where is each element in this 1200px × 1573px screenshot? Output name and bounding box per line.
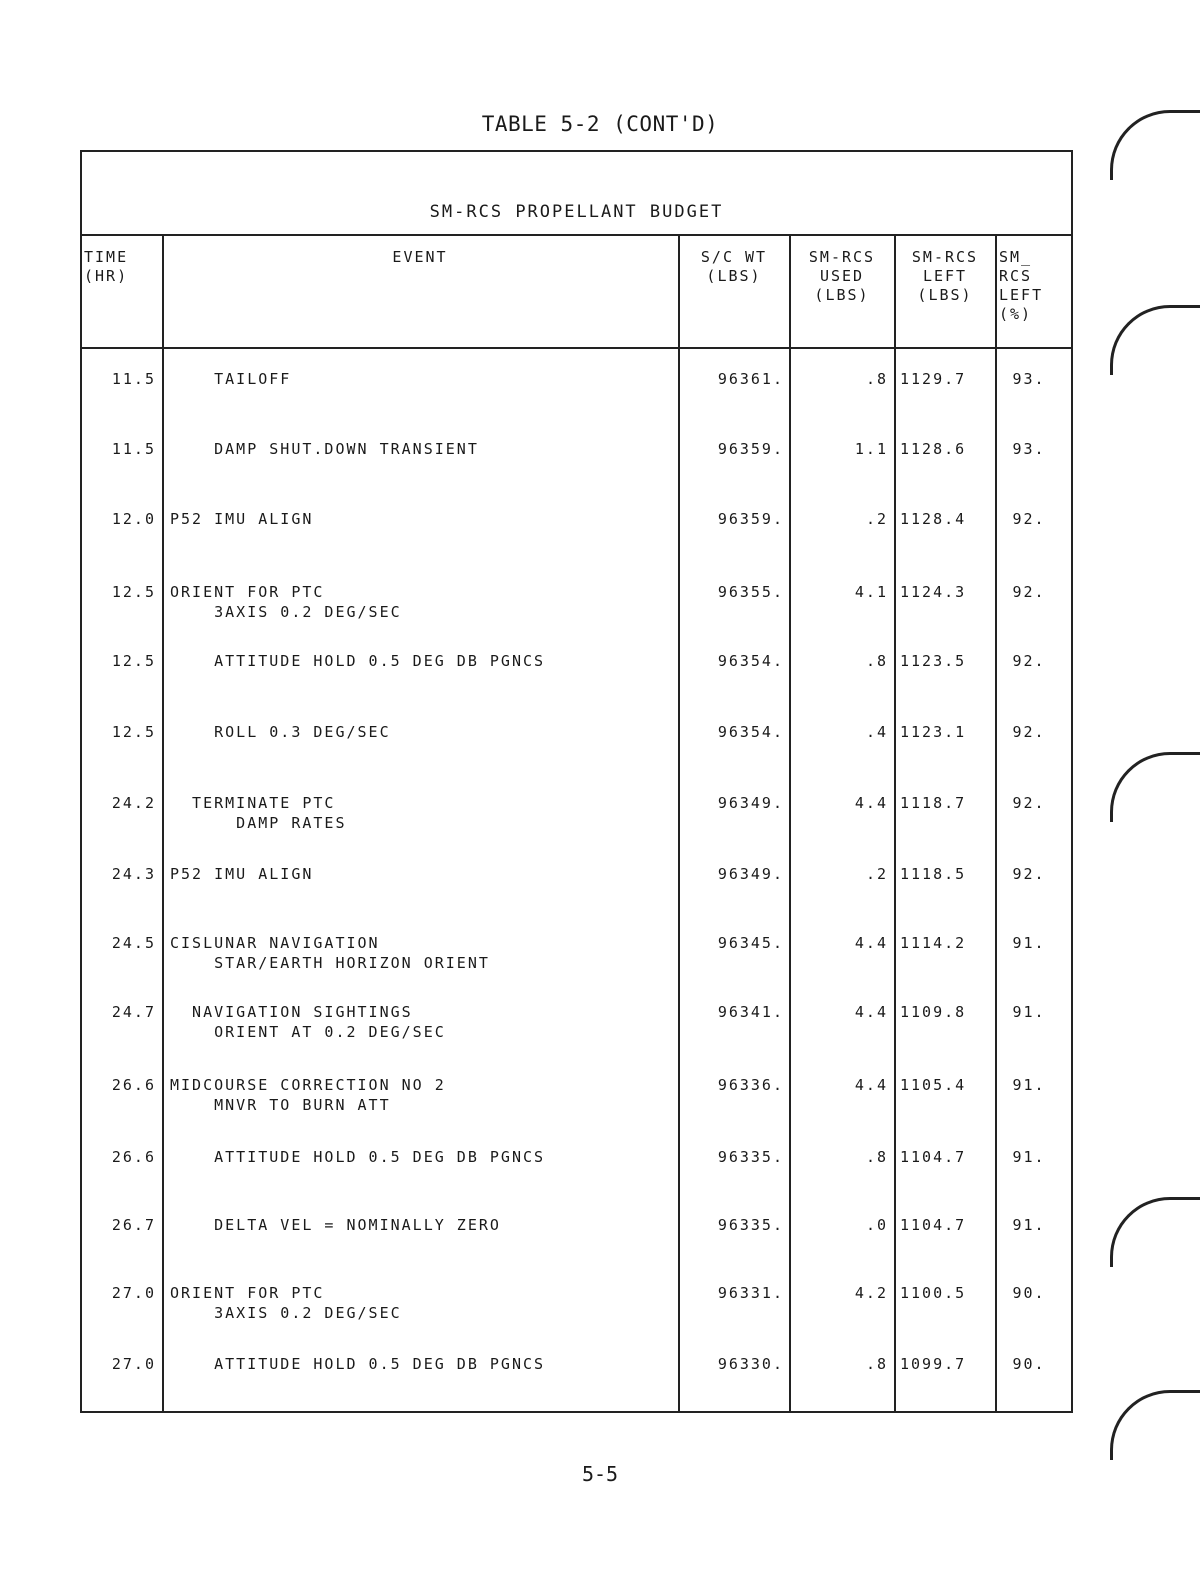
row-time: 24.7: [111, 1003, 156, 1021]
row-sc-weight: 96335.: [717, 1216, 784, 1234]
row-event: CISLUNAR NAVIGATION STAR/EARTH HORIZON ORIENT: [170, 934, 490, 972]
row-time: 26.7: [111, 1216, 156, 1234]
row-event: ORIENT FOR PTC 3AXIS 0.2 DEG/SEC: [170, 1284, 402, 1322]
row-sm-rcs-left: 1114.2: [900, 934, 967, 952]
row-sm-rcs-left: 1118.5: [900, 865, 967, 883]
row-time: 26.6: [111, 1076, 156, 1094]
row-event: ATTITUDE HOLD 0.5 DEG DB PGNCS: [170, 1355, 546, 1373]
row-sm-rcs-used: 4.4: [854, 1003, 888, 1021]
row-sc-weight: 96359.: [717, 440, 784, 458]
row-sc-weight: 96341.: [717, 1003, 784, 1021]
row-sm-rcs-left-pct: 91.: [1012, 1003, 1046, 1021]
row-sm-rcs-used: .8: [865, 652, 888, 670]
table-row: [80, 1075, 1073, 1135]
table-row: [80, 793, 1073, 853]
row-sm-rcs-left-pct: 90.: [1012, 1284, 1046, 1302]
row-sm-rcs-left-pct: 93.: [1012, 440, 1046, 458]
row-sc-weight: 96336.: [717, 1076, 784, 1094]
table-row: [80, 369, 1073, 429]
row-event: DELTA VEL = NOMINALLY ZERO: [170, 1216, 501, 1234]
header-top-rule: [80, 234, 1073, 236]
binder-hole: [1110, 1197, 1200, 1267]
row-event: P52 IMU ALIGN: [170, 865, 314, 883]
row-sm-rcs-used: .8: [865, 370, 888, 388]
header-sm-rcs-used: SM-RCS USED (LBS): [808, 248, 876, 304]
row-event: MIDCOURSE CORRECTION NO 2 MNVR TO BURN ATT: [170, 1076, 446, 1114]
row-sm-rcs-left-pct: 92.: [1012, 583, 1046, 601]
row-sm-rcs-used: 4.2: [854, 1284, 888, 1302]
header-sm-rcs-left-pct: SM_ RCS LEFT (%): [999, 248, 1044, 323]
table-row: [80, 722, 1073, 782]
table-row: [80, 1354, 1073, 1414]
binder-hole: [1110, 752, 1200, 822]
row-sm-rcs-left-pct: 92.: [1012, 794, 1046, 812]
row-sm-rcs-left-pct: 91.: [1012, 1148, 1046, 1166]
row-sc-weight: 96354.: [717, 652, 784, 670]
row-sm-rcs-used: 1.1: [854, 440, 888, 458]
row-sm-rcs-left-pct: 91.: [1012, 1076, 1046, 1094]
row-event: ROLL 0.3 DEG/SEC: [170, 723, 391, 741]
table-row: [80, 1147, 1073, 1207]
row-sm-rcs-left-pct: 92.: [1012, 865, 1046, 883]
binder-hole: [1110, 1390, 1200, 1460]
row-time: 12.5: [111, 723, 156, 741]
table-row: [80, 439, 1073, 499]
row-time: 24.2: [111, 794, 156, 812]
table-row: [80, 582, 1073, 642]
row-sm-rcs-used: .0: [865, 1216, 888, 1234]
row-time: 26.6: [111, 1148, 156, 1166]
row-time: 24.5: [111, 934, 156, 952]
table-row: [80, 933, 1073, 993]
row-sm-rcs-left-pct: 92.: [1012, 510, 1046, 528]
row-sm-rcs-used: 4.4: [854, 1076, 888, 1094]
binder-hole: [1110, 305, 1200, 375]
row-event: ATTITUDE HOLD 0.5 DEG DB PGNCS: [170, 652, 546, 670]
row-sm-rcs-left: 1104.7: [900, 1216, 967, 1234]
table-row: [80, 864, 1073, 924]
row-sm-rcs-left: 1118.7: [900, 794, 967, 812]
row-sm-rcs-used: .8: [865, 1148, 888, 1166]
row-event: DAMP SHUT.DOWN TRANSIENT: [170, 440, 479, 458]
row-sm-rcs-left-pct: 93.: [1012, 370, 1046, 388]
row-sm-rcs-used: .4: [865, 723, 888, 741]
row-sc-weight: 96349.: [717, 865, 784, 883]
row-event: ORIENT FOR PTC 3AXIS 0.2 DEG/SEC: [170, 583, 402, 621]
row-sc-weight: 96349.: [717, 794, 784, 812]
row-sc-weight: 96355.: [717, 583, 784, 601]
row-sc-weight: 96331.: [717, 1284, 784, 1302]
row-sm-rcs-left-pct: 92.: [1012, 652, 1046, 670]
row-sm-rcs-left-pct: 92.: [1012, 723, 1046, 741]
row-event: P52 IMU ALIGN: [170, 510, 314, 528]
row-sm-rcs-left-pct: 91.: [1012, 934, 1046, 952]
row-sm-rcs-used: 4.1: [854, 583, 888, 601]
row-sm-rcs-left: 1128.6: [900, 440, 967, 458]
row-time: 27.0: [111, 1284, 156, 1302]
row-sm-rcs-left: 1123.5: [900, 652, 967, 670]
header-event: EVENT: [392, 248, 448, 266]
row-sc-weight: 96345.: [717, 934, 784, 952]
row-sm-rcs-used: .8: [865, 1355, 888, 1373]
row-event: TERMINATE PTC DAMP RATES: [192, 794, 347, 832]
row-sm-rcs-left-pct: 90.: [1012, 1355, 1046, 1373]
row-sc-weight: 96354.: [717, 723, 784, 741]
row-sm-rcs-used: 4.4: [854, 794, 888, 812]
row-sm-rcs-left: 1123.1: [900, 723, 967, 741]
row-sm-rcs-left: 1104.7: [900, 1148, 967, 1166]
row-sm-rcs-used: .2: [865, 510, 888, 528]
row-sm-rcs-left: 1124.3: [900, 583, 967, 601]
row-time: 11.5: [111, 440, 156, 458]
row-time: 24.3: [111, 865, 156, 883]
table-row: [80, 1002, 1073, 1062]
row-sm-rcs-used: .2: [865, 865, 888, 883]
row-sm-rcs-left: 1129.7: [900, 370, 967, 388]
row-sm-rcs-left: 1109.8: [900, 1003, 967, 1021]
page-title: TABLE 5-2 (CONT'D): [481, 112, 719, 136]
row-event: NAVIGATION SIGHTINGS ORIENT AT 0.2 DEG/SEC: [192, 1003, 446, 1041]
row-sm-rcs-left-pct: 91.: [1012, 1216, 1046, 1234]
row-sc-weight: 96330.: [717, 1355, 784, 1373]
table-row: [80, 651, 1073, 711]
row-sm-rcs-left: 1100.5: [900, 1284, 967, 1302]
header-sc-weight: S/C WT (LBS): [700, 248, 768, 285]
row-time: 12.5: [111, 652, 156, 670]
row-sc-weight: 96361.: [717, 370, 784, 388]
row-time: 11.5: [111, 370, 156, 388]
row-event: TAILOFF: [170, 370, 292, 388]
row-sm-rcs-left: 1099.7: [900, 1355, 967, 1373]
row-sm-rcs-left: 1128.4: [900, 510, 967, 528]
header-sm-rcs-left: SM-RCS LEFT (LBS): [911, 248, 979, 304]
table-row: [80, 1215, 1073, 1275]
table-row: [80, 509, 1073, 569]
row-time: 12.0: [111, 510, 156, 528]
row-sm-rcs-used: 4.4: [854, 934, 888, 952]
row-time: 27.0: [111, 1355, 156, 1373]
row-sc-weight: 96359.: [717, 510, 784, 528]
row-sc-weight: 96335.: [717, 1148, 784, 1166]
budget-title: SM-RCS PROPELLANT BUDGET: [429, 202, 724, 222]
page-number: 5-5: [581, 1462, 619, 1486]
header-time: TIME (HR): [84, 248, 129, 285]
row-time: 12.5: [111, 583, 156, 601]
header-bottom-rule: [80, 347, 1073, 349]
row-sm-rcs-left: 1105.4: [900, 1076, 967, 1094]
table-row: [80, 1283, 1073, 1343]
row-event: ATTITUDE HOLD 0.5 DEG DB PGNCS: [170, 1148, 546, 1166]
